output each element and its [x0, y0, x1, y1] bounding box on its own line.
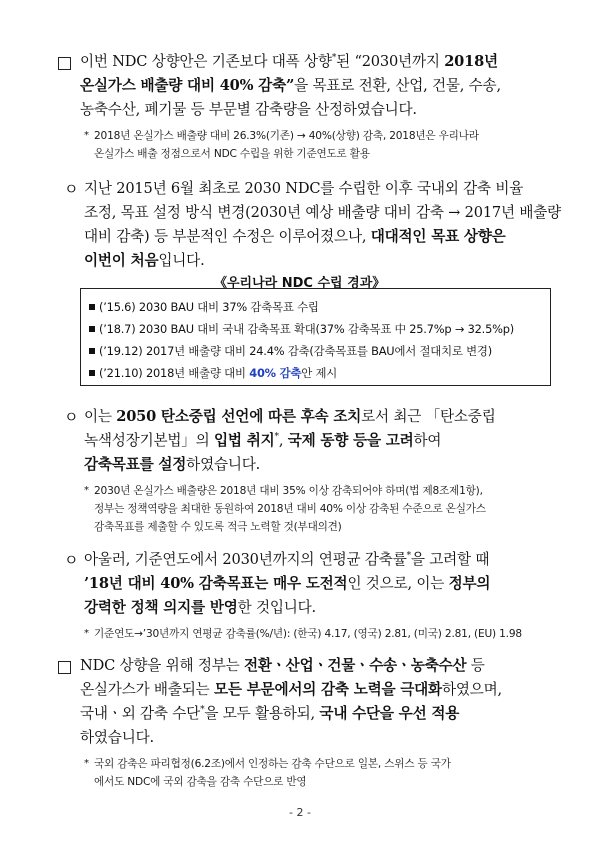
para1-line1: 이번 NDC 상향안은 기존보다 대폭 상향*된 “2030년까지 2018년: [80, 53, 498, 70]
history-item: (’18.7) 2030 BAU 대비 국내 감축목표 확대(37% 감축목표 中 25.7%p → 32.5%p): [89, 320, 514, 338]
history-item: (’21.10) 2018년 배출량 대비 40% 감축안 제시: [89, 364, 337, 382]
para5-line4: 하였습니다.: [80, 729, 154, 746]
square-bullet-icon: [58, 661, 71, 674]
para5-line2: 온실가스가 배출되는 모든 부문에서의 감축 노력을 극대화하였으며,: [80, 681, 502, 698]
note-star: *: [84, 485, 89, 496]
para2-line1: 지난 2015년 6월 최초로 2030 NDC를 수립한 이후 국내외 감축 비율: [84, 180, 524, 197]
para3-note-line3: 감축목표를 제출할 수 있도록 적극 노력할 것(부대의견): [94, 521, 342, 533]
para5-note-line2: 에서도 NDC에 국외 감축을 감축 수단으로 반영: [94, 776, 307, 788]
para4-line3: 강력한 정책 의지를 반영한 것입니다.: [84, 599, 316, 616]
history-box: [80, 288, 551, 386]
para2-line4: 이번이 처음입니다.: [84, 252, 205, 269]
note-star: *: [84, 758, 89, 769]
para5-line1: NDC 상향을 위해 정부는 전환ㆍ산업ㆍ건물ㆍ수송ㆍ농축수산 등: [80, 657, 485, 674]
para1-line2: 온실가스 배출량 대비 40% 감축”을 목표로 전환, 산업, 건물, 수송,: [80, 77, 501, 94]
para1-note-line2: 온실가스 배출 정점으로서 NDC 수립을 위한 기준연도로 활용: [94, 148, 370, 160]
highlight-40-percent: 40% 감축: [249, 366, 302, 380]
para1-line3: 농축수산, 폐기물 등 부문별 감축량을 산정하였습니다.: [80, 101, 417, 118]
square-bullet-icon: [89, 304, 95, 310]
para3-note-line2: 정부는 정책역량을 최대한 동원하여 2018년 대비 40% 이상 감축된 수준으로 온실가스: [94, 503, 486, 515]
square-bullet-icon: [89, 326, 95, 332]
para5-note-line1: 국외 감축은 파리협정(6.2조)에서 인정하는 감축 수단으로 일본, 스위스 등 국가: [94, 758, 451, 770]
para3-line1: 이는 2050 탄소중립 선언에 따른 후속 조치로서 최근 「탄소중립: [84, 408, 496, 425]
para3-line2: 녹색성장기본법」의 입법 취지*, 국제 동향 등을 고려하여: [84, 432, 442, 449]
circle-bullet-icon: ㅇ: [64, 180, 79, 198]
history-title: 《우리나라 NDC 수립 경과》: [214, 276, 386, 291]
para3-line3: 감축목표를 설정하였습니다.: [84, 456, 261, 473]
para2-line2: 조정, 목표 설정 방식 변경(2030년 예상 배출량 대비 감축 → 2017년 배출량: [84, 204, 562, 221]
square-bullet-icon: [89, 348, 95, 354]
page-number: - 2 -: [289, 806, 311, 819]
circle-bullet-icon: ㅇ: [64, 408, 79, 426]
para4-line1: 아울러, 기준연도에서 2030년까지의 연평균 감축률*을 고려할 때: [84, 551, 490, 568]
para4-note-line1: 기준연도→’30년까지 연평균 감축률(%/년): (한국) 4.17, (영국) 2.81, (미국) 2.81, (EU) 1.98: [94, 628, 522, 640]
note-star: *: [84, 628, 89, 639]
para1-note-line1: 2018년 온실가스 배출량 대비 26.3%(기존) → 40%(상향) 감축, 2018년은 우리나라: [94, 130, 479, 142]
para2-line3: 대비 감축) 등 부분적인 수정은 이루어졌으나, 대대적인 목표 상향은: [84, 228, 506, 245]
para4-line2: ’18년 대비 40% 감축목표는 매우 도전적인 것으로, 이는 정부의: [84, 575, 491, 592]
history-item: (’19.12) 2017년 배출량 대비 24.4% 감축(감축목표를 BAU에서 절대치로 변경): [89, 342, 492, 360]
note-star: *: [84, 130, 89, 141]
square-bullet-icon: [58, 57, 71, 70]
para3-note-line1: 2030년 온실가스 배출량은 2018년 대비 35% 이상 감축되어야 하며(법 제8조제1항),: [94, 485, 483, 497]
circle-bullet-icon: ㅇ: [64, 551, 79, 569]
history-item: (’15.6) 2030 BAU 대비 37% 감축목표 수립: [89, 298, 319, 316]
para5-line3: 국내ㆍ외 감축 수단*을 모두 활용하되, 국내 수단을 우선 적용: [80, 705, 460, 722]
square-bullet-icon: [89, 370, 95, 376]
